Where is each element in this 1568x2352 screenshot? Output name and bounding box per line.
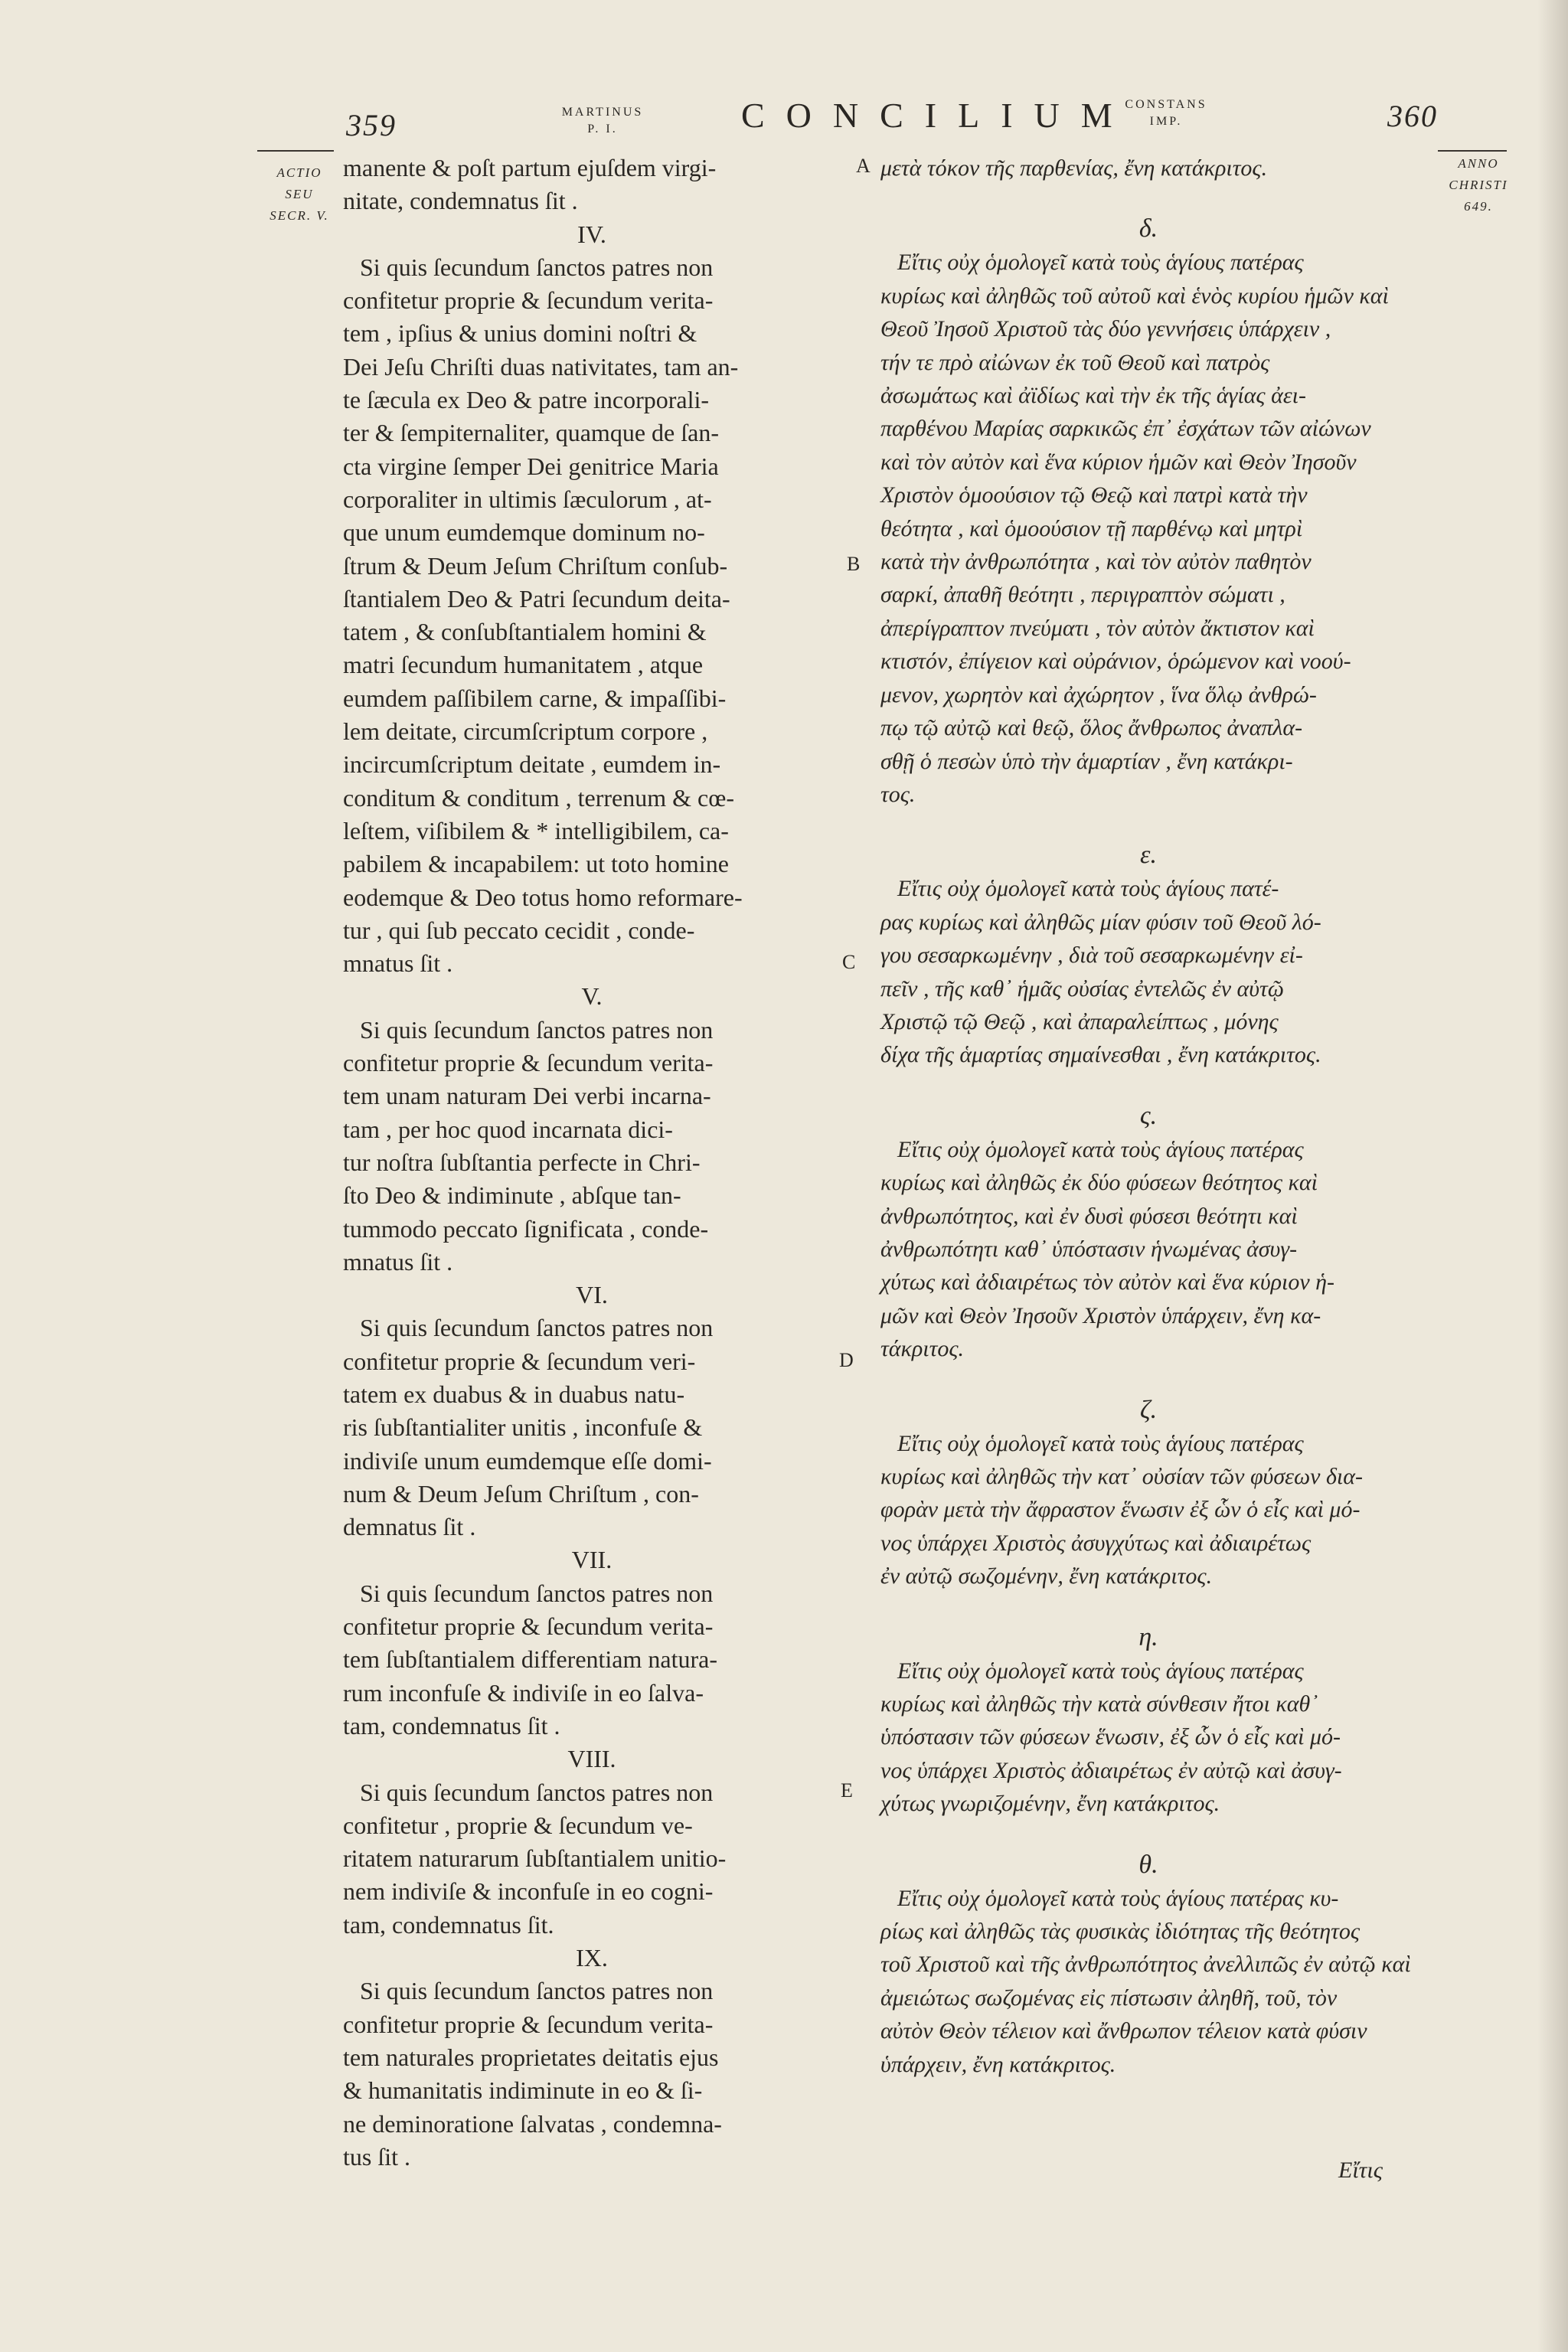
left-margin-note [257, 162, 341, 227]
latin_blocks-line: ne deminoratione ſalvatas , condemna- [343, 2109, 722, 2138]
greek_blocks-block [880, 1621, 1416, 1821]
latin_blocks-line: tem naturales proprietates deitatis ejus [343, 2043, 719, 2071]
latin_blocks-line: tur , qui ſub peccato cecidit , conde- [343, 916, 695, 944]
greek_blocks-heading: ζ. [1139, 1395, 1158, 1424]
greek_blocks-line: Χριστὸν ὁμοούσιον τῷ Θεῷ καὶ πατρὶ κατὰ τὴν [880, 482, 1308, 508]
catchword: Εἴτις [1338, 2158, 1383, 2183]
latin_blocks-block [343, 218, 841, 981]
greek_blocks-line: τάκριτος. [880, 1336, 965, 1362]
greek_blocks-line: σθῇ ὁ πεσὼν ὑπὸ τὴν ἁμαρτίαν , ἔνη κατάκρι- [880, 748, 1293, 774]
greek_blocks-line: κυρίως καὶ ἀληθῶς τοῦ αὐτοῦ καὶ ἑνὸς κυρίου ἡμῶν καὶ [880, 283, 1389, 309]
running-head-left-bottom: P. I. [587, 122, 618, 136]
running-head-left-top: MARTINUS [561, 106, 644, 119]
greek_blocks-heading: η. [1138, 1622, 1158, 1651]
latin-column [343, 152, 841, 2174]
latin_blocks-line: confitetur , proprie & ſecundum ve- [343, 1811, 693, 1839]
latin_blocks-heading: VI. [576, 1281, 608, 1309]
greek_blocks-block [880, 1848, 1416, 2081]
greek_blocks-line: Εἴτις οὐχ ὁμολογεῖ κατὰ τοὺς ἁγίους πατέ- [897, 876, 1279, 902]
right-folio-number: 360 [1387, 99, 1438, 133]
latin_blocks-line: mnatus ſit . [343, 1247, 453, 1276]
greek_blocks-line: καὶ τὸν αὐτὸν καὶ ἕνα κύριον ἡμῶν καὶ Θεὸν Ἰησοῦν [880, 449, 1357, 475]
greek_blocks-line: μετὰ τόκον τῆς παρθενίας, ἔνη κατάκριτος. [880, 155, 1268, 181]
latin_blocks-line: tatem , & conſubſtantialem homini & [343, 618, 707, 646]
right-margin-rule [1438, 150, 1507, 152]
greek_blocks-line: κτιστόν, ἐπίγειον καὶ οὐράνιον, ὁρώμενον καὶ νοού- [880, 648, 1351, 675]
latin_blocks-heading: VIII. [567, 1745, 616, 1773]
greek_blocks-line: τήν τε πρὸ αἰώνων ἐκ τοῦ Θεοῦ καὶ πατρὸς [880, 349, 1270, 375]
left-margin-line-1: ACTIO [276, 165, 322, 180]
greek_blocks-line: Εἴτις οὐχ ὁμολογεῖ κατὰ τοὺς ἁγίους πατέρας [897, 1430, 1304, 1456]
latin_blocks-line: ter & ſempiternaliter, quamque de ſan- [343, 419, 719, 447]
greek_blocks-line: Εἴτις οὐχ ὁμολογεῖ κατὰ τοὺς ἁγίους πατέρας [897, 1136, 1304, 1162]
latin_blocks-line: ritatem naturarum ſubſtantialem unitio- [343, 1844, 727, 1873]
latin_blocks-line: tem , ipſius & unius domini noſtri & [343, 319, 697, 348]
greek_blocks-line: θεότητα , καὶ ὁμοούσιον τῇ παρθένῳ καὶ μητρὶ [880, 515, 1303, 541]
latin_blocks-line: corporaliter in ultimis ſæculorum , at- [343, 485, 712, 513]
greek_blocks-line: χύτως γνωριζομένην, ἔνη κατάκριτος. [880, 1791, 1220, 1817]
right-margin-line-3: 649. [1464, 199, 1493, 214]
greek_blocks-block [880, 212, 1416, 811]
greek_blocks-line: κατὰ τὴν ἀνθρωπότητα , καὶ τὸν αὐτὸν παθητὸν [880, 549, 1312, 575]
latin_blocks-line: ſtantialem Deo & Patri ſecundum deita- [343, 584, 730, 612]
latin_blocks-line: demnatus ſit . [343, 1513, 476, 1541]
latin_blocks-line: indiviſe unum eumdemque eſſe domi- [343, 1446, 712, 1475]
latin_blocks-line: & humanitatis indiminute in eo & ſi- [343, 2076, 703, 2105]
latin_blocks-line: te ſæcula ex Deo & patre incorporali- [343, 386, 710, 414]
latin_blocks-line: Dei Jeſu Chriſti duas nativitates, tam an- [343, 352, 739, 381]
latin_blocks-line: confitetur proprie & ſecundum verita- [343, 1049, 714, 1077]
latin_blocks-line: tur noſtra ſubſtantia perfecte in Chri- [343, 1148, 701, 1176]
latin_blocks-block [343, 1279, 841, 1544]
greek_blocks-line: παρθένου Μαρίας σαρκικῶς ἐπ᾽ ἐσχάτων τῶν αἰώνων [880, 416, 1371, 442]
greek_blocks-heading: ς. [1139, 1101, 1158, 1130]
latin_blocks-line: tatem ex duabus & in duabus natu- [343, 1380, 685, 1408]
latin_blocks-line: manente & poſt partum ejuſdem virgi- [343, 154, 717, 181]
greek_blocks-block [880, 1393, 1416, 1593]
latin_blocks-heading: IX. [576, 1944, 608, 1972]
section-letter-c: C [842, 951, 856, 973]
greek_blocks-line: κυρίως καὶ ἀληθῶς τὴν κατ᾽ οὐσίαν τῶν φύσεων δια- [880, 1464, 1363, 1489]
left-margin-rule [257, 150, 334, 152]
latin_blocks-line: Si quis ſecundum ſanctos patres non [360, 1314, 714, 1342]
greek_blocks-line: φορὰν μετὰ τὴν ἄφραστον ἕνωσιν ἐξ ὧν ὁ εἷς καὶ μό- [880, 1497, 1361, 1523]
latin_blocks-line: confitetur proprie & ſecundum verita- [343, 286, 714, 315]
latin_blocks-line: confitetur proprie & ſecundum verita- [343, 1612, 714, 1641]
latin_blocks-line: Si quis ſecundum ſanctos patres non [360, 1778, 714, 1806]
greek_blocks-block [880, 152, 1416, 185]
greek_blocks-line: ὑπάρχειν, ἔνη κατάκριτος. [880, 2051, 1116, 2077]
latin_blocks-line: leſtem, viſibilem & * intelligibilem, ca- [343, 816, 729, 844]
left-margin-line-3: SECR. V. [270, 208, 329, 223]
latin_blocks-block [343, 1544, 841, 1743]
greek_blocks-line: τοῦ Χριστοῦ καὶ τῆς ἀνθρωπότητος ἀνελλιπῶς ἐν αὐτῷ καὶ [880, 1952, 1411, 1978]
greek_blocks-line: χύτως καὶ ἀδιαιρέτως τὸν αὐτὸν καὶ ἕνα κύριον ἡ- [880, 1269, 1335, 1295]
greek_blocks-line: ἀνθρωπότητι καθ᾽ ὑπόστασιν ἡνωμένας ἀσυγ- [880, 1236, 1298, 1262]
latin_blocks-line: Si quis ſecundum ſanctos patres non [360, 1977, 714, 2005]
latin_blocks-heading: V. [581, 982, 603, 1011]
greek_blocks-line: πῳ τῷ αὐτῷ καὶ θεῷ, ὅλος ἄνθρωπος ἀναπλα- [880, 715, 1303, 741]
latin_blocks-line: cta virgine ſemper Dei genitrice Maria [343, 452, 719, 480]
section-letter-a: A [856, 155, 871, 177]
greek_blocks-heading: δ. [1138, 214, 1158, 243]
latin_blocks-line: incircumſcriptum deitate , eumdem in- [343, 750, 721, 779]
right-margin-line-2: CHRISTI [1449, 178, 1508, 192]
running-head-right-bottom: IMP. [1149, 115, 1183, 128]
latin_blocks-line: confitetur proprie & ſecundum verita- [343, 2010, 714, 2038]
latin_blocks-line: ſtrum & Deum Jeſum Chriſtum conſub- [343, 551, 728, 580]
latin_blocks-block [343, 152, 841, 218]
latin_blocks-line: tummodo peccato ſignificata , conde- [343, 1214, 709, 1243]
greek_blocks-line: μενον, χωρητὸν καὶ ἀχώρητον , ἵνα ὅλῳ ἀνθρώ- [880, 681, 1317, 707]
latin_blocks-line: tam, condemnatus ſit. [343, 1910, 554, 1939]
section-letter-d: D [839, 1349, 854, 1371]
running-head-right [1109, 96, 1223, 130]
latin_blocks-line: lem deitate, circumſcriptum corpore , [343, 717, 708, 746]
greek_blocks-heading: ε. [1140, 841, 1157, 870]
latin_blocks-line: ſto Deo & indiminute , abſque tan- [343, 1181, 681, 1210]
greek_blocks-line: δίχα τῆς ἁμαρτίας σημαίνεσθαι , ἔνη κατάκριτος. [880, 1042, 1321, 1068]
greek_blocks-line: μῶν καὶ Θεὸν Ἰησοῦν Χριστὸν ὑπάρχειν, ἔνη κα- [880, 1302, 1321, 1328]
latin_blocks-line: eodemque & Deo totus homo reformare- [343, 883, 743, 911]
latin_blocks-block [343, 1743, 841, 1942]
latin_blocks-line: confitetur proprie & ſecundum veri- [343, 1347, 696, 1375]
latin_blocks-line: nem indiviſe & inconfuſe in eo cogni- [343, 1877, 714, 1906]
greek_blocks-line: Εἴτις οὐχ ὁμολογεῖ κατὰ τοὺς ἁγίους πατέρας [897, 250, 1304, 276]
latin_blocks-line: ris ſubſtantialiter unitis , inconfuſe & [343, 1413, 703, 1442]
greek_blocks-line: ρας κυρίως καὶ ἀληθῶς μίαν φύσιν τοῦ Θεοῦ λό- [880, 909, 1321, 935]
left-margin-line-2: SEU [285, 187, 314, 201]
latin_blocks-line: matri ſecundum humanitatem , atque [343, 651, 704, 679]
greek_blocks-line: ὑπόστασιν τῶν φύσεων ἕνωσιν, ἐξ ὧν ὁ εἷς καὶ μό- [880, 1724, 1341, 1750]
right-margin-note [1436, 153, 1521, 217]
latin_blocks-line: num & Deum Jeſum Chriſtum , con- [343, 1479, 699, 1508]
greek_blocks-line: αὐτὸν Θεὸν τέλειον καὶ ἄνθρωπον τέλειον κατὰ φύσιν [880, 2018, 1367, 2044]
greek_blocks-line: πεῖν , τῆς καθ᾽ ἡμᾶς οὐσίας ἐντελῶς ἐν αὐτῷ [880, 975, 1284, 1001]
greek_blocks-line: Εἴτις οὐχ ὁμολογεῖ κατὰ τοὺς ἁγίους πατέρας κυ- [897, 1885, 1339, 1911]
latin_blocks-line: Si quis ſecundum ſanctos patres non [360, 1579, 714, 1607]
latin_blocks-line: rum inconfuſe & indiviſe in eo ſalva- [343, 1678, 704, 1707]
greek_blocks-line: νος ὑπάρχει Χριστὸς ἀσυγχύτως καὶ ἀδιαιρέτως [880, 1530, 1312, 1556]
greek_blocks-line: σαρκί, ἀπαθῆ θεότητι , περιγραπτὸν σώματι , [880, 582, 1285, 608]
latin_blocks-line: tam , per hoc quod incarnata dici- [343, 1115, 673, 1143]
greek_blocks-heading: θ. [1138, 1850, 1158, 1879]
greek_blocks-line: ἀμειώτως σωζομένας εἰς πίστωσιν ἀληθῆ, τοῦ, τὸν [880, 1984, 1338, 2011]
greek-column [880, 152, 1416, 2081]
latin_blocks-block [343, 1942, 841, 2174]
latin_blocks-line: conditum & conditum , terrenum & cœ- [343, 783, 734, 812]
running-head-left [545, 104, 660, 138]
latin_blocks-line: tam, condemnatus ſit . [343, 1711, 560, 1740]
latin_blocks-line: nitate, condemnatus ſit . [343, 187, 578, 215]
greek_blocks-line: ἀνθρωπότητος, καὶ ἐν δυσὶ φύσεσι θεότητι καὶ [880, 1203, 1298, 1229]
latin_blocks-line: Si quis ſecundum ſanctos patres non [360, 1015, 714, 1044]
greek_blocks-line: νος ὑπάρχει Χριστὸς ἀδιαιρέτως ἐν αὐτῷ καὶ ἀσυγ- [880, 1757, 1342, 1783]
greek_blocks-line: ἀσωμάτως καὶ ἀϊδίως καὶ τὴν ἐκ τῆς ἁγίας ἀει- [880, 383, 1306, 409]
greek_blocks-line: ἀπερίγραπτον πνεύματι , τὸν αὐτὸν ἄκτιστον καὶ [880, 615, 1315, 641]
latin_blocks-line: Si quis ſecundum ſanctos patres non [360, 253, 714, 281]
latin_blocks-line: pabilem & incapabilem: ut toto homine [343, 850, 729, 878]
latin_blocks-line: mnatus ſit . [343, 949, 453, 978]
running-title: CONCILIUM [741, 96, 1134, 135]
latin_blocks-heading: IV. [577, 220, 606, 248]
latin_blocks-heading: VII. [571, 1546, 612, 1574]
running-head-right-top: CONSTANS [1125, 98, 1207, 111]
section-letter-e: E [841, 1779, 853, 1802]
greek_blocks-block [880, 1099, 1416, 1366]
greek_blocks-line: ρίως καὶ ἀληθῶς τὰς φυσικὰς ἰδιότητας τῆς θεότητος [880, 1919, 1361, 1945]
greek_blocks-line: τος. [880, 781, 916, 807]
greek_blocks-line: Χριστῷ τῷ Θεῷ , καὶ ἀπαραλείπτως , μόνης [880, 1008, 1279, 1034]
latin_blocks-line: tem unam naturam Dei verbi incarna- [343, 1082, 711, 1110]
latin_blocks-line: tus ſit . [343, 2142, 411, 2171]
latin_blocks-line: eumdem paſſibilem carne, & impaſſibi- [343, 684, 727, 712]
left-folio-number: 359 [346, 108, 397, 142]
greek_blocks-line: γου σεσαρκωμένην , διὰ τοῦ σεσαρκωμένην εἰ- [880, 942, 1303, 969]
greek_blocks-line: κυρίως καὶ ἀληθῶς ἐκ δύο φύσεων θεότητος καὶ [880, 1170, 1318, 1196]
greek_blocks-line: ἐν αὐτῷ σωζομένην, ἔνη κατάκριτος. [880, 1563, 1213, 1589]
greek_blocks-line: Θεοῦ Ἰησοῦ Χριστοῦ τὰς δύο γεννήσεις ὑπάρχειν , [880, 316, 1331, 342]
greek_blocks-line: κυρίως καὶ ἀληθῶς τὴν κατὰ σύνθεσιν ἤτοι καθ᾽ [880, 1691, 1318, 1717]
right-margin-line-1: ANNO [1458, 156, 1499, 171]
latin_blocks-line: tem ſubſtantialem differentiam natura- [343, 1645, 717, 1674]
greek_blocks-line: Εἴτις οὐχ ὁμολογεῖ κατὰ τοὺς ἁγίους πατέρας [897, 1658, 1304, 1684]
latin_blocks-block [343, 980, 841, 1279]
greek_blocks-block [880, 838, 1416, 1071]
section-letter-b: B [847, 553, 861, 575]
latin_blocks-line: que unum eumdemque dominum no- [343, 518, 705, 547]
page-edge-shadow [1537, 0, 1568, 2352]
